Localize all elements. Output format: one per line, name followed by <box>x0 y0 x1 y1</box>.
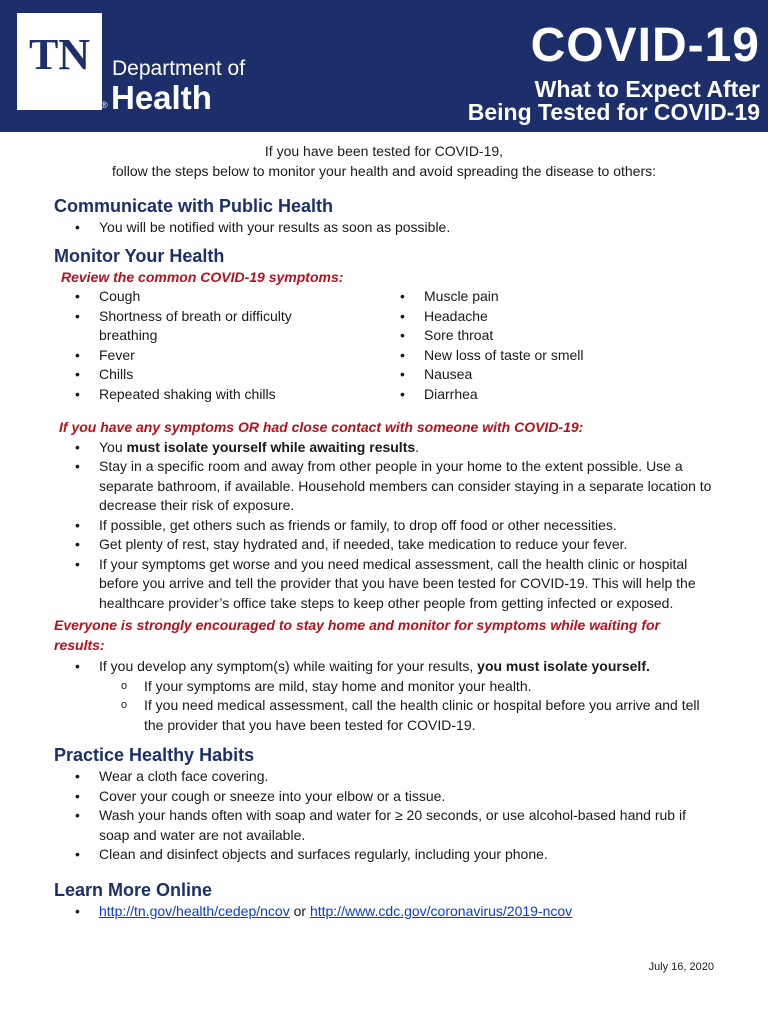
list-item: • Stay in a specific room and away from other people in your home to the extent possible. Use a separate bathroom, if available. Household members can consider staying in a separate location to decrease their risk of exposure. <box>0 457 768 516</box>
emphasis: must isolate yourself while awaiting results <box>126 438 416 455</box>
heading-habits: Practice Healthy Habits <box>54 745 255 765</box>
logo-text: TN <box>28 30 91 79</box>
registered-mark: ® <box>101 100 108 110</box>
intro-line2: follow the steps below to monitor your health and avoid spreading the disease to others: <box>112 162 656 179</box>
list-item: • Sore throat <box>400 326 730 346</box>
heading-monitor: Monitor Your Health <box>54 245 225 266</box>
list-item: • Repeated shaking with chills <box>0 385 324 405</box>
waiting-list <box>0 657 768 735</box>
symptoms-left <box>0 287 324 404</box>
dept-health: Health <box>111 79 212 116</box>
list-item: • Get plenty of rest, stay hydrated and, if needed, take medication to reduce your fever. <box>0 535 768 555</box>
page-subtitle-line1: What to Expect After <box>534 76 760 102</box>
symptoms-subheading: Review the common COVID-19 symptoms: <box>61 268 344 285</box>
document-date: July 16, 2020 <box>648 961 714 973</box>
heading-communicate: Communicate with Public Health <box>54 196 334 216</box>
everyone-heading: Everyone is strongly encouraged to stay home and monitor for symptoms while waiting for results: <box>54 617 660 653</box>
list-item: • New loss of taste or smell <box>400 346 730 366</box>
page-title: COVID-19 <box>530 19 760 72</box>
list-item: • Wear a cloth face covering. <box>0 767 768 787</box>
links-list <box>0 902 768 922</box>
text: If you develop any symptom(s) while waiting for your results, <box>99 658 478 674</box>
list-item: • Headache <box>400 307 730 327</box>
list-item: • Fever <box>0 346 324 366</box>
emphasis: you must isolate yourself. <box>477 658 650 674</box>
intro-line1: If you have been tested for COVID-19, <box>264 143 504 159</box>
heading-learn-more: Learn More Online <box>54 879 213 900</box>
list-item-links <box>0 902 768 922</box>
list-item: • Chills <box>0 365 324 385</box>
list-item-isolate <box>0 438 768 458</box>
list-item: • Diarrhea <box>400 385 730 405</box>
communicate-list <box>0 218 768 238</box>
document-body <box>0 132 768 921</box>
sub-list-item: o If your symptoms are mild, stay home and monitor your health. <box>0 677 768 697</box>
list-item: • Cover your cough or sneeze into your elbow or a tissue. <box>0 787 768 807</box>
text: You <box>99 438 127 455</box>
text: or <box>289 902 310 919</box>
habits-list <box>0 767 768 865</box>
list-item-develop <box>0 657 768 677</box>
list-item: • Muscle pain <box>400 287 730 307</box>
isolation-list <box>0 438 768 614</box>
list-item: • Nausea <box>400 365 730 385</box>
sub-list-item: o If you need medical assessment, call the health clinic or hospital before you arrive and tell the provider that you have been tested for COVID-19. <box>0 696 768 735</box>
list-item: • Cough <box>0 287 324 307</box>
symptom-columns <box>0 287 768 404</box>
list-item: • If your symptoms get worse and you need medical assessment, call the health clinic or hospital before you arrive and tell the provider that you have been tested for COVID-19. This will help the healthcare provider’s office take steps to keep other people from getting infected or exposed. <box>0 555 768 614</box>
list-item: • Shortness of breath or difficulty breathing <box>0 307 324 346</box>
tn-health-link[interactable]: http://tn.gov/health/cedep/ncov <box>99 902 290 919</box>
close-contact-heading: If you have any symptoms OR had close contact with someone with COVID-19: <box>59 419 584 435</box>
text: . <box>415 438 420 455</box>
list-item: • You will be notified with your results as soon as possible. <box>0 218 768 238</box>
list-item: • Clean and disinfect objects and surfaces regularly, including your phone. <box>0 845 768 865</box>
symptoms-right <box>400 287 730 404</box>
cdc-link[interactable]: http://www.cdc.gov/coronavirus/2019-ncov <box>309 902 573 919</box>
tn-logo <box>17 13 102 110</box>
page-subtitle-line2: Being Tested for COVID-19 <box>467 99 760 125</box>
list-item: • Wash your hands often with soap and water for ≥ 20 seconds, or use alcohol-based hand rub if soap and water are not available. <box>0 806 768 845</box>
header-banner <box>0 0 768 132</box>
intro <box>0 142 768 181</box>
list-item: • If possible, get others such as friends or family, to drop off food or other necessities. <box>0 516 768 536</box>
dept-name: Department of <box>112 57 246 80</box>
